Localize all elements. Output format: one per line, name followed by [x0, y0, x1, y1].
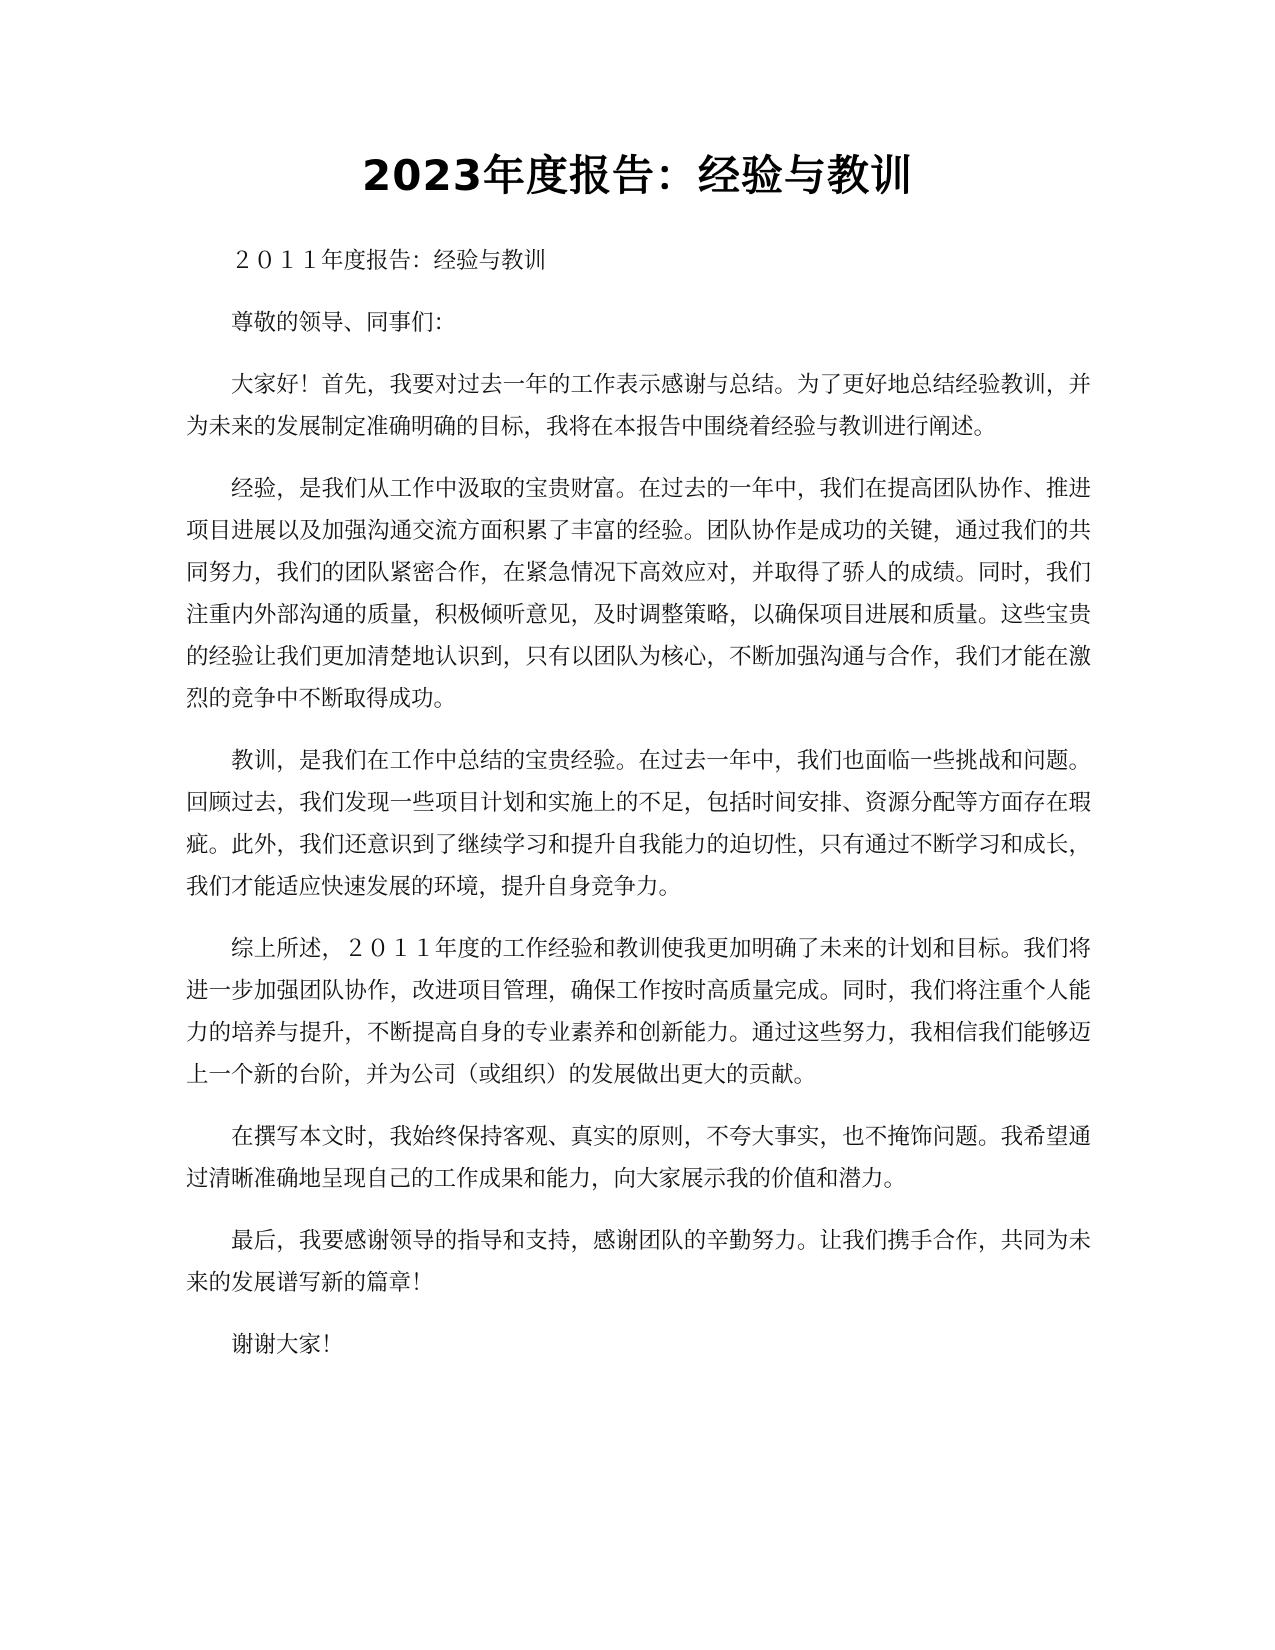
summary-paragraph: 综上所述，２０１１年度的工作经验和教训使我更加明确了未来的计划和目标。我们将进一步加强团队协作，改进项目管理，确保工作按时高质量完成。同时，我们将注重个人能力的培养与提升，不断提高自身的专业素养和创新能力。通过这些努力，我相信我们能够迈上一个新的台阶，并为公司（或组织）的发展做出更大的贡献。 — [186, 936, 1091, 1088]
principle-paragraph: 在撰写本文时，我始终保持客观、真实的原则，不夸大事实，也不掩饰问题。我希望通过清晰准确地呈现自己的工作成果和能力，向大家展示我的价值和潜力。 — [186, 1124, 1091, 1192]
experience-paragraph: 经验，是我们从工作中汲取的宝贵财富。在过去的一年中，我们在提高团队协作、推进项目进展以及加强沟通交流方面积累了丰富的经验。团队协作是成功的关键，通过我们的共同努力，我们的团队紧密合作，在紧急情况下高效应对，并取得了骄人的成绩。同时，我们注重内外部沟通的质量，积极倾听意见，及时调整策略，以确保项目进展和质量。这些宝贵的经验让我们更加清楚地认识到，只有以团队为核心，不断加强沟通与合作，我们才能在激烈的竞争中不断取得成功。 — [186, 476, 1091, 712]
salutation-paragraph: 尊敬的领导、同事们： — [231, 310, 457, 336]
document-body — [186, 240, 1091, 1386]
document-title: 2023年度报告：经验与教训 — [362, 151, 913, 200]
lessons-paragraph: 教训，是我们在工作中总结的宝贵经验。在过去一年中，我们也面临一些挑战和问题。回顾过去，我们发现一些项目计划和实施上的不足，包括时间安排、资源分配等方面存在瑕疵。此外，我们还意识到了继续学习和提升自我能力的迫切性，只有通过不断学习和成长，我们才能适应快速发展的环境，提升自身竞争力。 — [186, 748, 1091, 900]
closing-paragraph: 谢谢大家！ — [231, 1332, 344, 1358]
intro-paragraph: 大家好！首先，我要对过去一年的工作表示感谢与总结。为了更好地总结经验教训，并为未来的发展制定准确明确的目标，我将在本报告中围绕着经验与教训进行阐述。 — [186, 372, 1091, 440]
thanks-paragraph: 最后，我要感谢领导的指导和支持，感谢团队的辛勤努力。让我们携手合作，共同为未来的发展谱写新的篇章！ — [186, 1228, 1091, 1296]
subtitle-paragraph: ２０１１年度报告：经验与教训 — [231, 248, 547, 274]
